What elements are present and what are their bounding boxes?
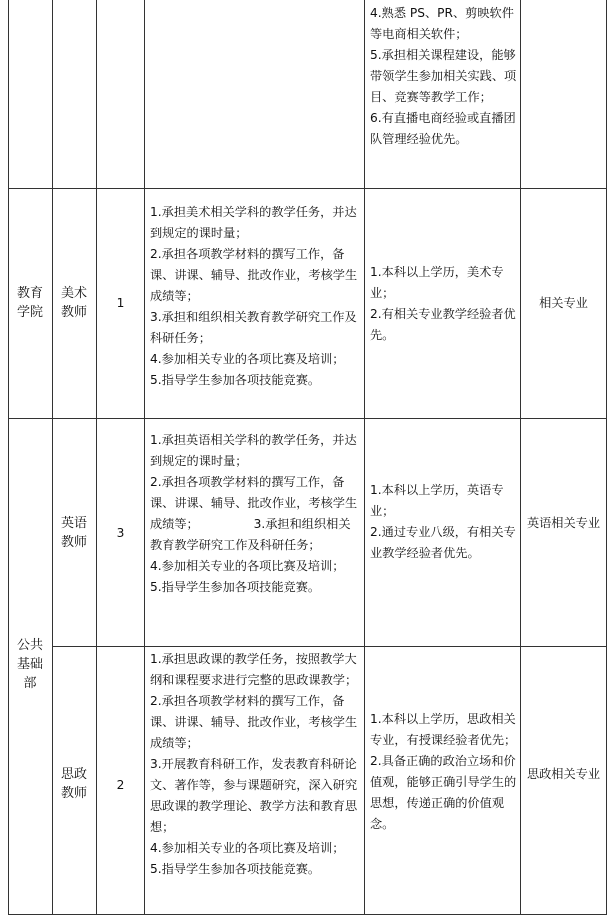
duties-english [150, 430, 360, 598]
count-politics: 2 [116, 778, 125, 792]
position-english-teacher: 英语教师 [60, 516, 87, 550]
col-border [144, 0, 145, 915]
department-education: 教育学院 [16, 286, 43, 320]
duty-item: 4.参加相关专业的各项比赛及培训； [150, 352, 345, 366]
duty-item: 4.参加相关专业的各项比赛及培训； [150, 559, 345, 573]
requirement-item: 1.本科以上学历，英语专业； [370, 483, 504, 518]
major-english: 英语相关专业 [526, 516, 601, 530]
requirement-item: 5.承担相关课程建设，能够带领学生参加相关实践、项目、竞赛等教学工作； [370, 48, 517, 104]
requirement-item: 6.有直播电商经验或直播团队管理经验优先。 [370, 111, 516, 146]
count-english: 3 [116, 526, 125, 540]
requirement-item: 1.本科以上学历，美术专业； [370, 265, 504, 300]
requirement-item: 2.具备正确的政治立场和价值观，能够正确引导学生的思想，传递正确的价值观念。 [370, 754, 517, 831]
duty-item: 1.承担美术相关学科的教学任务，并达到规定的课时量； [150, 205, 357, 240]
continued-requirements [370, 3, 517, 150]
requirements-politics [370, 709, 517, 835]
col-border [606, 0, 607, 915]
duty-item: 2.承担各项教学材料的撰写工作，备课、讲课、辅导、批改作业，考核学生成绩等； [150, 247, 358, 303]
requirement-item: 4.熟悉 PS、PR、剪映软件等电商相关软件； [370, 6, 514, 41]
duty-item: 1.承担英语相关学科的教学任务，并达到规定的课时量； [150, 433, 357, 468]
duty-item: 2.承担各项教学材料的撰写工作，备课、讲课、辅导、批改作业，考核学生成绩等； 3.承担和组织相关教育教学研究工作及科研任务； [150, 475, 358, 552]
major-art: 相关专业 [539, 296, 588, 310]
position-politics-teacher: 思政教师 [60, 767, 87, 801]
col-border [52, 0, 53, 915]
count-art: 1 [116, 296, 125, 310]
requirement-item: 2.有相关专业教学经验者优先。 [370, 307, 516, 342]
duty-item: 5.指导学生参加各项技能竞赛。 [150, 862, 321, 876]
requirements-english [370, 480, 517, 564]
table-bottom-border [8, 914, 607, 915]
duty-item: 4.参加相关专业的各项比赛及培训； [150, 841, 345, 855]
duty-item: 5.指导学生参加各项技能竞赛。 [150, 373, 321, 387]
duty-item: 3.承担和组织相关教育教学研究工作及科研任务； [150, 310, 357, 345]
requirement-item: 2.通过专业八级，有相关专业教学经验者优先。 [370, 525, 516, 560]
duties-art [150, 202, 360, 391]
requirement-item: 1.本科以上学历，思政相关专业，有授课经验者优先； [370, 712, 517, 747]
major-politics: 思政相关专业 [526, 767, 601, 781]
row-border [52, 646, 607, 647]
department-public: 公共基础部 [16, 638, 43, 691]
duty-item: 3.开展教育科研工作，发表教育科研论文、著作等，参与课题研究，深入研究思政课的教学理论、教学方法和教育思想； [150, 757, 358, 834]
duties-politics [150, 649, 360, 880]
row-border [8, 188, 607, 189]
duty-item: 1.承担思政课的教学任务，按照教学大纲和课程要求进行完整的思政课教学； [150, 652, 358, 687]
duty-item: 5.指导学生参加各项技能竞赛。 [150, 580, 321, 594]
duty-item: 2.承担各项教学材料的撰写工作，备课、讲课、辅导、批改作业，考核学生成绩等； [150, 694, 358, 750]
row-border [8, 418, 607, 419]
col-border [8, 0, 9, 915]
position-art-teacher: 美术教师 [60, 286, 87, 320]
col-border [364, 0, 365, 915]
requirements-art [370, 262, 517, 346]
